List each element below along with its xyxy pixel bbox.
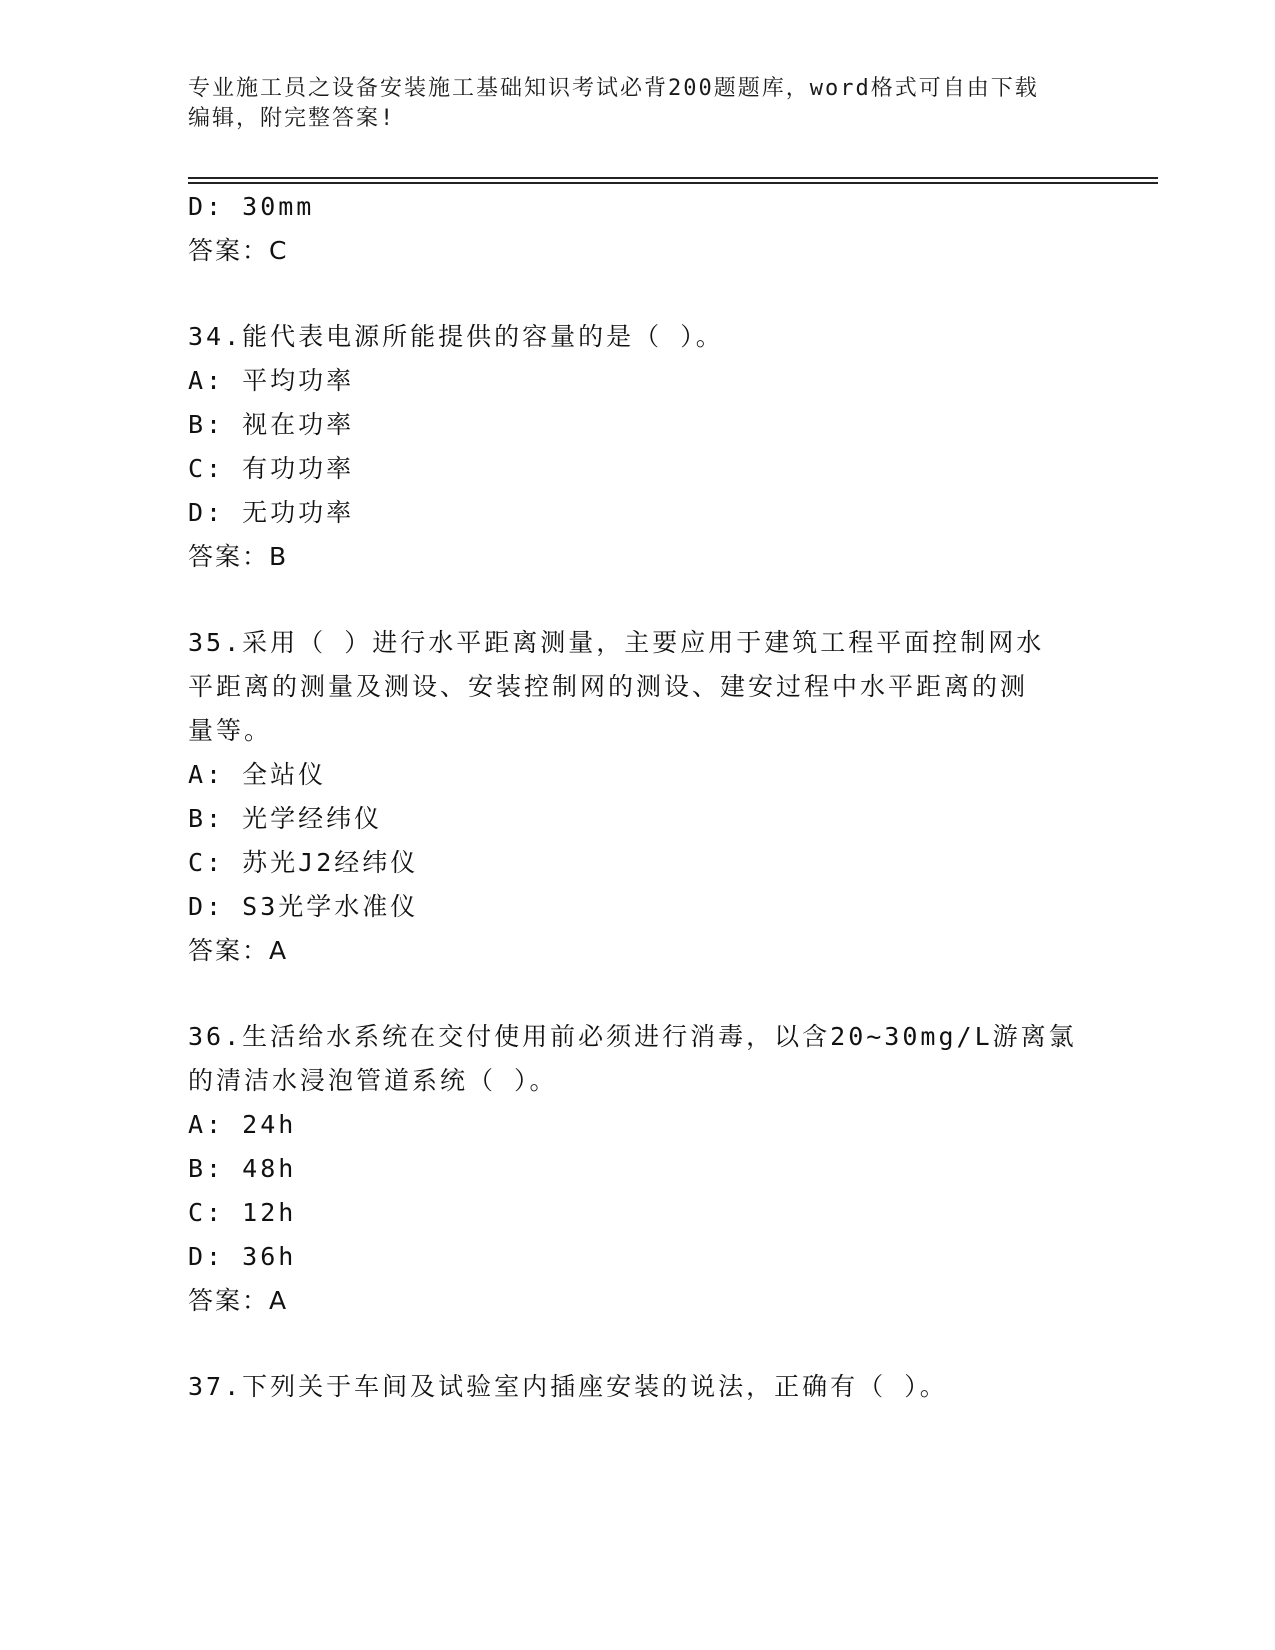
question-36-answer: 答案：A [188,1286,289,1315]
question-36-stem-line-1: 36.生活给水系统在交付使用前必须进行消毒，以含20~30mg/L游离氯 [188,1022,1077,1051]
question-34-option-a: A: 平均功率 [188,366,355,395]
header-line-1: 专业施工员之设备安装施工基础知识考试必背200题题库，word格式可自由下载 [188,76,1039,101]
header-divider-top [188,177,1158,179]
header-divider-bottom [188,182,1158,184]
option-d: D: 30mm [188,192,315,221]
question-34-option-b: B: 视在功率 [188,410,355,439]
question-36-option-d: D: 36h [188,1242,297,1271]
question-36-option-a: A: 24h [188,1110,297,1139]
question-35-option-b: B: 光学经纬仪 [188,804,383,833]
question-35-option-a: A: 全站仪 [188,760,327,789]
header-line-2: 编辑，附完整答案! [188,106,396,131]
question-35-option-c: C: 苏光J2经纬仪 [188,848,419,877]
question-37-stem: 37.下列关于车间及试验室内插座安装的说法，正确有（ ）。 [188,1372,948,1401]
question-34-answer: 答案：B [188,542,289,571]
question-36-stem-line-2: 的清洁水浸泡管道系统（ ）。 [188,1066,558,1095]
question-34-option-c: C: 有功功率 [188,454,355,483]
question-34-stem: 34.能代表电源所能提供的容量的是（ ）。 [188,322,724,351]
document-header [188,74,1088,134]
question-35-stem-line-3: 量等。 [188,716,273,745]
question-35-stem-line-1: 35.采用（ ）进行水平距离测量，主要应用于建筑工程平面控制网水 [188,628,1045,657]
question-36-option-b: B: 48h [188,1154,297,1183]
question-35-option-d: D: S3光学水准仪 [188,892,419,921]
question-36-option-c: C: 12h [188,1198,297,1227]
answer-line: 答案：C [188,236,289,265]
question-35-answer: 答案：A [188,936,289,965]
question-35-stem-line-2: 平距离的测量及测设、安装控制网的测设、建安过程中水平距离的测 [188,672,1029,701]
question-34-option-d: D: 无功功率 [188,498,355,527]
